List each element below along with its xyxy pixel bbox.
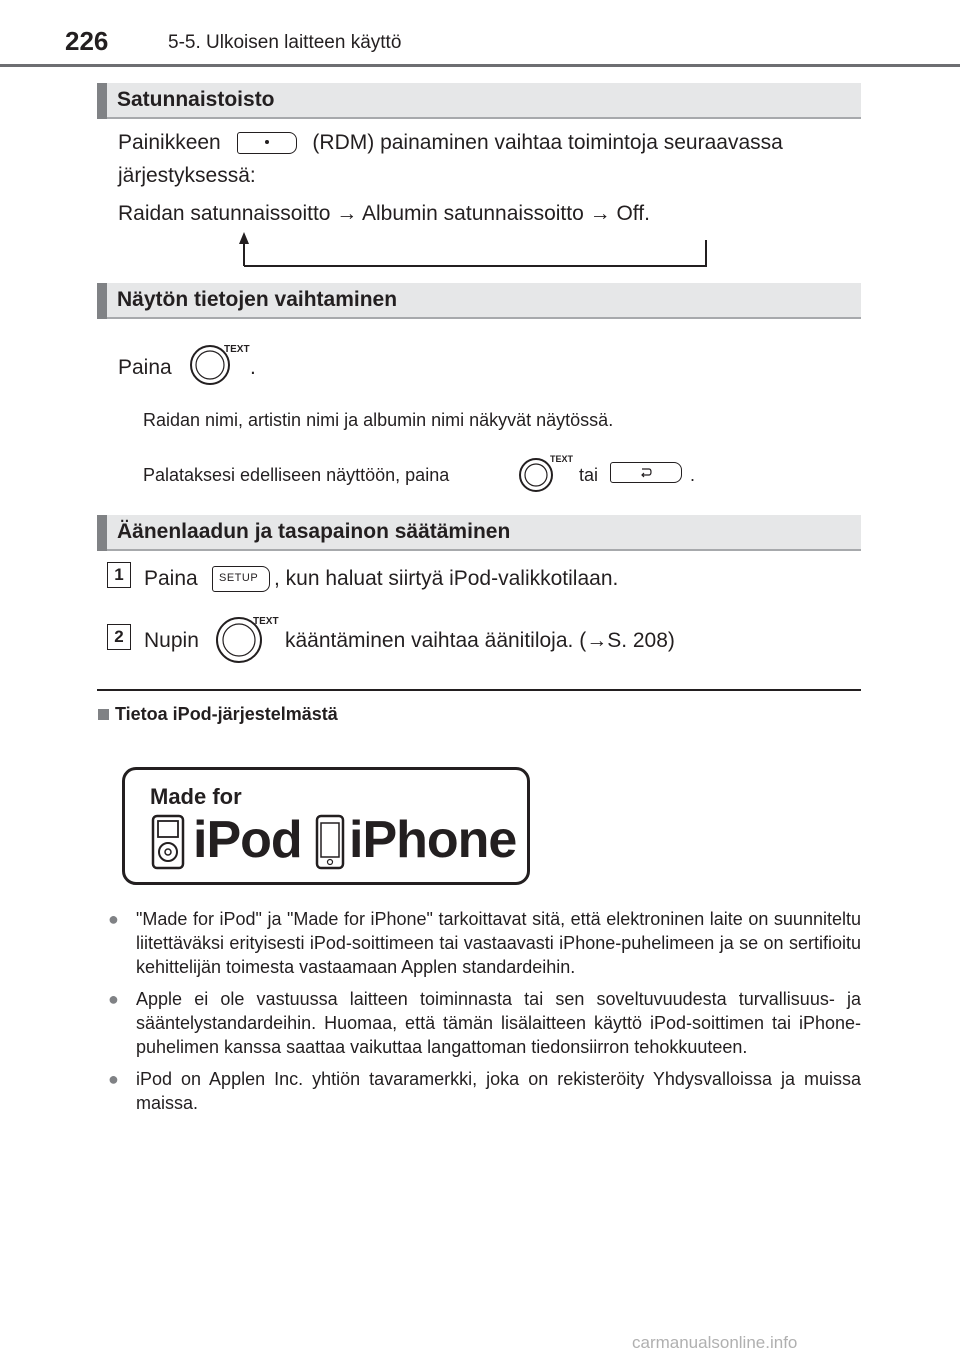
made-for-ipod-iphone-logo: Made for iPod iPhone [122, 767, 530, 885]
section-title: Näytön tietojen vaihtaminen [117, 288, 398, 311]
iphone-device-icon [315, 814, 345, 870]
text-knob-icon: TEXT [518, 451, 578, 498]
text-knob-icon: TEXT [213, 612, 283, 669]
section-header-display-info [97, 283, 861, 319]
section-header-sound-quality [97, 515, 861, 551]
section-title: Satunnaistoisto [117, 88, 275, 111]
list-item: ● iPod on Applen Inc. yhtiön tavaramerkki, joka on rekisteröity Yhdysvalloissa ja muissa maissa. [98, 1067, 861, 1115]
rdm-button-icon [237, 132, 297, 154]
step-number-1: 1 [107, 562, 131, 588]
square-bullet-icon [98, 709, 109, 720]
return-note: Palataksesi edelliseen näyttöön, paina [143, 465, 450, 485]
list-item: ● Apple ei ole vastuussa laitteen toiminnasta tai sen soveltuvuudesta turvallisuus- ja sääntelystandardeihin. Huomaa, että tämän lisälaitteen käyttö iPod-soittimen tai iPhone-puhelimen kanssa saattaa vaikuttaa langattoman tiedonsiirron tehokkuuteen. [98, 987, 861, 1059]
text-knob-icon: TEXT [188, 340, 248, 391]
step-number-2: 2 [107, 624, 131, 650]
random-play-sequence: Raidan satunnaissoitto → Albumin satunnaissoitto → Off. [118, 202, 650, 225]
step-2-text: Nupin [144, 629, 199, 652]
watermark: carmanualsonline.info [632, 1333, 798, 1352]
header-divider [0, 64, 960, 67]
step-1-text: Paina [144, 567, 198, 590]
cycle-return-arrow-icon [235, 230, 715, 270]
setup-button-icon: SETUP [212, 566, 270, 592]
chapter-title: 5-5. Ulkoisen laitteen käyttö [168, 32, 402, 53]
info-bullet-list [98, 907, 861, 1123]
section-header-random-play [97, 83, 861, 119]
display-note: Raidan nimi, artistin nimi ja albumin nimi näkyvät näytössä. [143, 410, 614, 430]
page-number: 226 [65, 26, 109, 56]
random-play-intro: Painikkeen (RDM) painaminen vaihtaa toimintoja seuraavassa järjestyksessä: [118, 131, 783, 187]
section-divider [97, 689, 861, 691]
text-press-instruction: Paina [118, 356, 172, 379]
back-button-icon [610, 462, 682, 483]
section-title: Äänenlaadun ja tasapainon säätäminen [117, 520, 511, 543]
ipod-device-icon [151, 814, 185, 870]
list-item: ● "Made for iPod" ja "Made for iPhone" tarkoittavat sitä, että elektroninen laite on suunniteltu liitettäväksi erityisesti iPod-soittimeen tai vastaavasti iPhone-puhelimeen ja se on sertifioitu kehittelijän toimesta vastaamaan Applen standardeihin. [98, 907, 861, 979]
info-heading: Tietoa iPod-järjestelmästä [98, 704, 338, 725]
